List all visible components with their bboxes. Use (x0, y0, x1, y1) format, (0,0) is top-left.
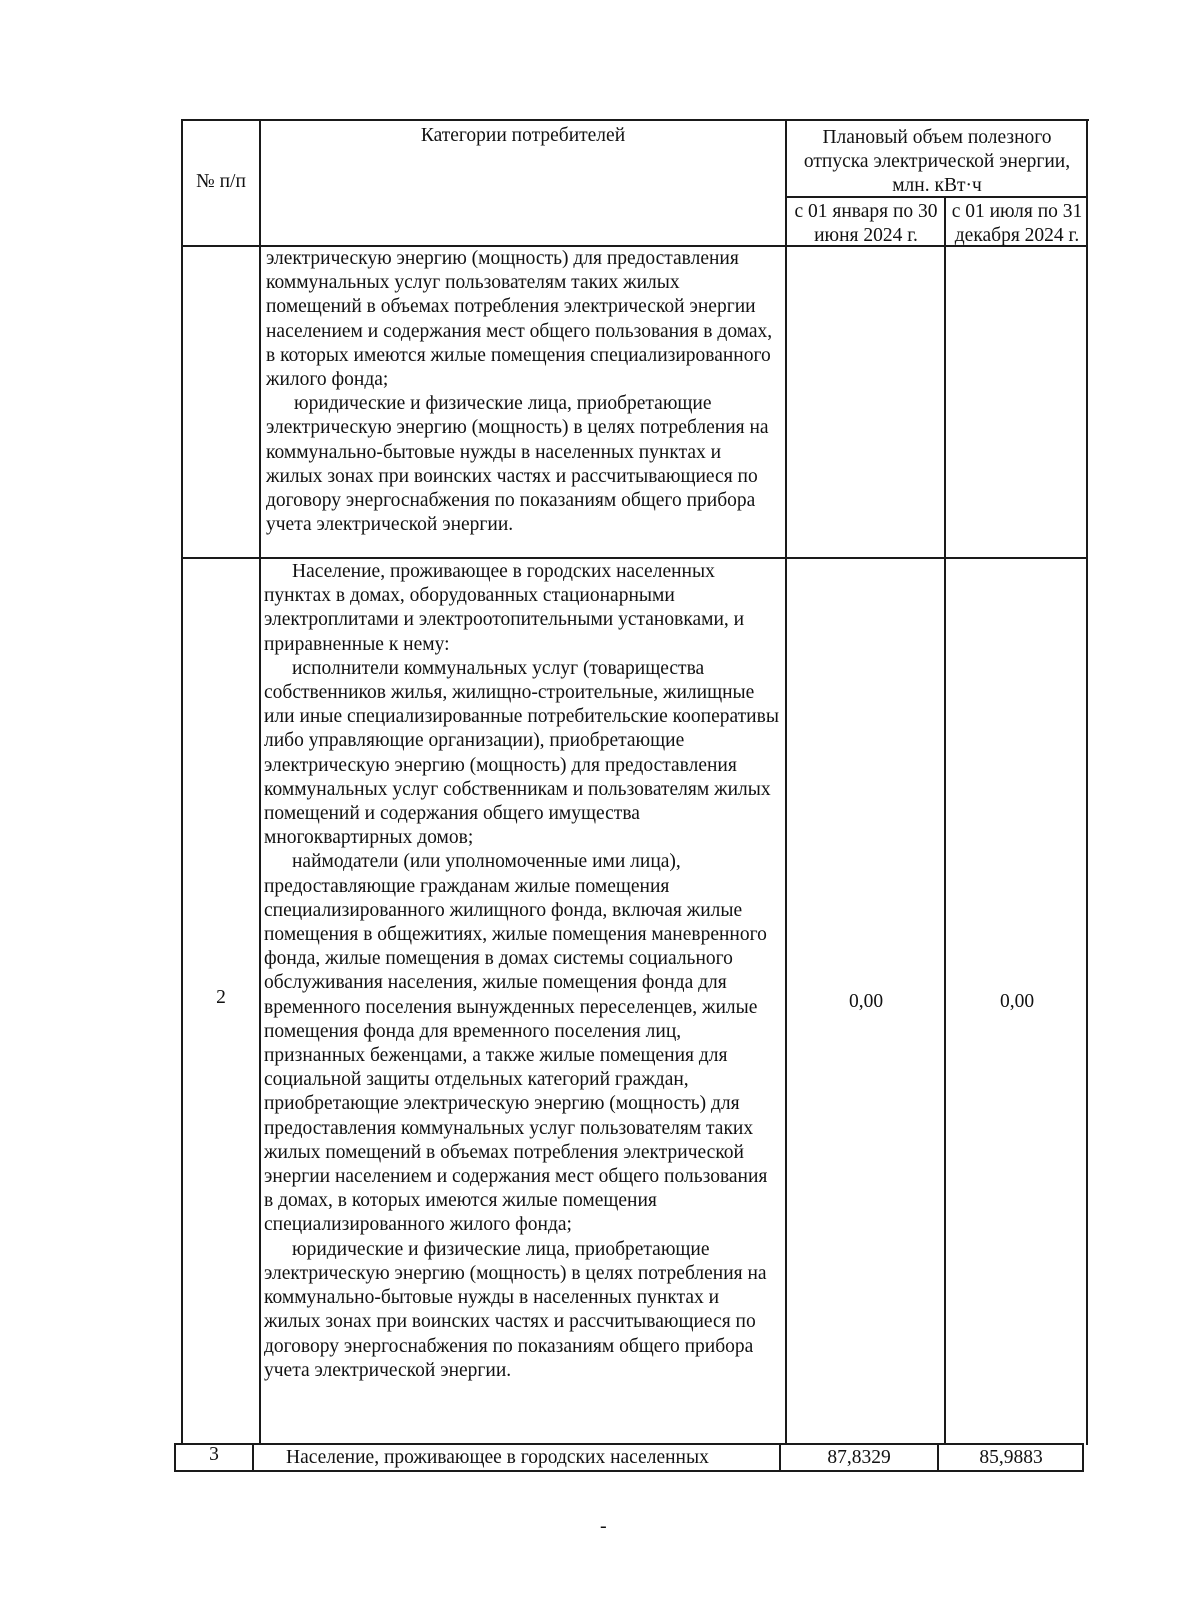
table-right-border-lower (1082, 1443, 1084, 1472)
col-border-num-lower (252, 1443, 254, 1472)
row-2-period-2: 0,00 (999, 991, 1035, 1012)
header-plan-volume: Плановый объем полезного отпуска электрической энергии, млн. кВт·ч (803, 127, 1071, 197)
row-1-paragraph-2: юридические и физические лица, приобретающие электрическую энергию (мощность) в целях потребления на коммунально-бытовые нужды в населенных пунктах и жилых зонах при воинских частях и рассчитывающиеся по договору энергоснабжения по показаниям общего прибора учета электрической энергии. (266, 393, 769, 536)
row-2-paragraph-2: исполнители коммунальных услуг (товарищества собственников жилья, жилищно-строительные, жилищные или иные специализированные потребительские кооперативы либо управляющие организации), приобретающие электрическую энергию (мощность) для предоставления коммунальных услуг собственникам и пользователям жилых помещений и содержания общего имущества многоквартирных домов; (264, 657, 779, 849)
row-3-category (258, 1446, 774, 1472)
row-border-1 (181, 557, 1088, 559)
header-category: Категории потребителей (420, 125, 626, 146)
row-2-num: 2 (216, 987, 226, 1008)
row-3-paragraph-1: Население, проживающее в городских населенных (286, 1447, 709, 1468)
header-num: № п/п (196, 171, 246, 192)
table-right-border (1086, 119, 1088, 1445)
row-3-period-1: 87,8329 (827, 1447, 891, 1468)
footer-mark: - (600, 1515, 607, 1537)
col-border-num (259, 119, 261, 1445)
header-period-1: с 01 января по 30 июня 2024 г. (794, 201, 938, 247)
table-top-border (181, 119, 1089, 121)
row-2-period-1: 0,00 (848, 991, 884, 1012)
row-1-paragraph-1: электрическую энергию (мощность) для предоставления коммунальных услуг пользователям таких жилых помещений в объемах потребления электрической энергии населением и содержания мест общего пользования в домах, в которых имеются жилые помещения специализированного жилого фонда; (266, 248, 773, 391)
row-3-num: 3 (209, 1444, 219, 1465)
row-2-paragraph-3: наймодатели (или уполномоченные ими лица), предоставляющие гражданам жилые помещения специализированного жилищного фонда, включая жилые помещения в общежитиях, жилые помещения маневренного фонда, жилые помещения в домах системы социального обслуживания населения, жилые помещения фонда для временного поселения вынужденных переселенцев, жилые помещения фонда для временного поселения лиц, признанных беженцами, а также жилые помещения для социальной защиты отдельных категорий граждан, приобретающие электрическую энергию (мощность) для предоставления коммунальных услуг пользователям таких жилых помещений в объемах потребления электрической энергии населением и содержания мест общего пользования в домах, в которых имеются жилые помещения специализированного жилого фонда; (264, 851, 768, 1236)
col-border-period-lower (937, 1443, 939, 1472)
row-2-paragraph-1: Население, проживающее в городских населенных пунктах в домах, оборудованных стационарными электроплитами и электроотопительными установками, и приравненные к нему: (264, 561, 745, 655)
row-border-2 (174, 1443, 1084, 1445)
header-period-2: с 01 июля по 31 декабря 2024 г. (951, 201, 1083, 247)
col-border-period (944, 196, 946, 1445)
row-3-period-2: 85,9883 (979, 1447, 1043, 1468)
col-border-category (785, 119, 787, 1445)
row-2-paragraph-4: юридические и физические лица, приобретающие электрическую энергию (мощность) в целях потребления на коммунально-бытовые нужды в населенных пунктах и жилых зонах при воинских частях и рассчитывающиеся по договору энергоснабжения по показаниям общего прибора учета электрической энергии. (264, 1238, 767, 1381)
table-left-border (181, 119, 183, 1445)
row-1-category (266, 247, 780, 537)
row-2-category (264, 560, 780, 1383)
